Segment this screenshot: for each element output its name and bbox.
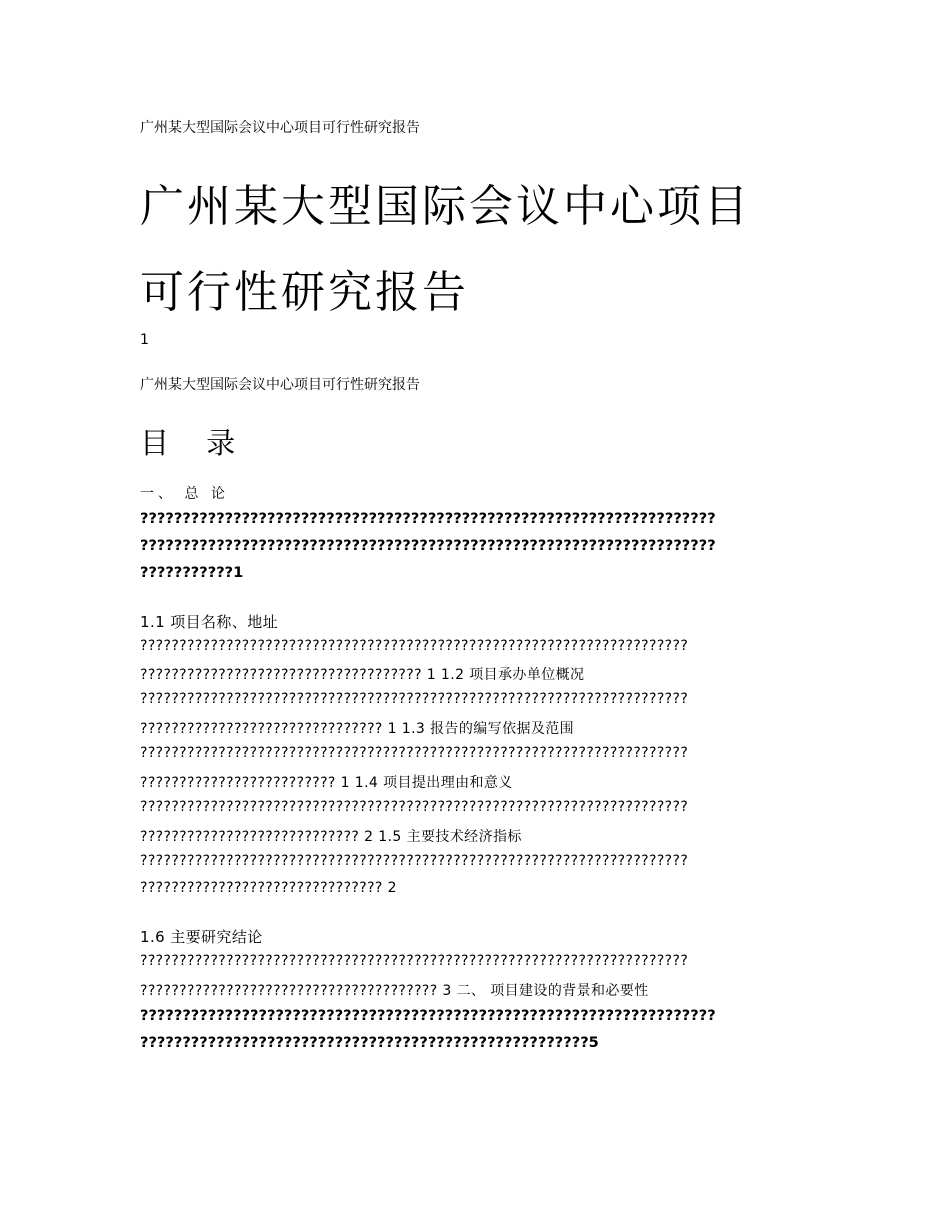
running-header: 广州某大型国际会议中心项目可行性研究报告 [140, 120, 420, 136]
toc-leader: ?????????????????????????????????????????????????????????????????????? [140, 953, 689, 969]
toc-section-2-leader: ???????????????????????????????????????????????????????????????????? [140, 1007, 716, 1024]
toc-leader: ?????????????????????????????????????????????????????????????????????? [140, 691, 689, 707]
toc-section-1-leader: ???????????????????????????????????????????????????????????????????? [140, 510, 716, 527]
toc-section-1-heading: 一、 总 论 [140, 486, 229, 502]
page-number: 1 [140, 332, 149, 348]
document-title-line-2: 可行性研究报告 [140, 267, 469, 318]
toc-leader: ?????????????????????????????????????????????????????????????????????? [140, 638, 689, 654]
toc-entry-1-4: ????????????????????????? 1 1.4 项目提出理由和意义 [140, 775, 513, 791]
toc-leader: ?????????????????????????????????????????????????????????????????????? [140, 799, 689, 815]
toc-entry-1-2: ???????????????????????????????????? 1 1.2 项目承办单位概况 [140, 667, 585, 683]
toc-entry-1-1: 1.1 项目名称、地址 [140, 613, 279, 631]
toc-entry-1-5-page: ??????????????????????????????? 2 [140, 880, 397, 896]
toc-section-1-page: ???????????1 [140, 564, 244, 581]
toc-entry-1-5: ???????????????????????????? 2 1.5 主要技术经济指标 [140, 829, 522, 845]
running-header: 广州某大型国际会议中心项目可行性研究报告 [140, 377, 420, 393]
toc-entry-1-3: ??????????????????????????????? 1 1.3 报告的编写依据及范围 [140, 721, 575, 737]
toc-section-1-leader: ???????????????????????????????????????????????????????????????????? [140, 537, 716, 554]
toc-leader: ?????????????????????????????????????????????????????????????????????? [140, 745, 689, 761]
toc-leader: ?????????????????????????????????????????????????????????????????????? [140, 853, 689, 869]
toc-entry-1-6: 1.6 主要研究结论 [140, 928, 263, 946]
toc-section-2-heading: ?????????????????????????????????????? 3 二、 项目建设的背景和必要性 [140, 983, 649, 999]
toc-title: 目 录 [140, 426, 250, 460]
toc-section-2-page: ?????????????????????????????????????????????????????5 [140, 1034, 599, 1051]
document-title-line-1: 广州某大型国际会议中心项目 [140, 181, 751, 232]
